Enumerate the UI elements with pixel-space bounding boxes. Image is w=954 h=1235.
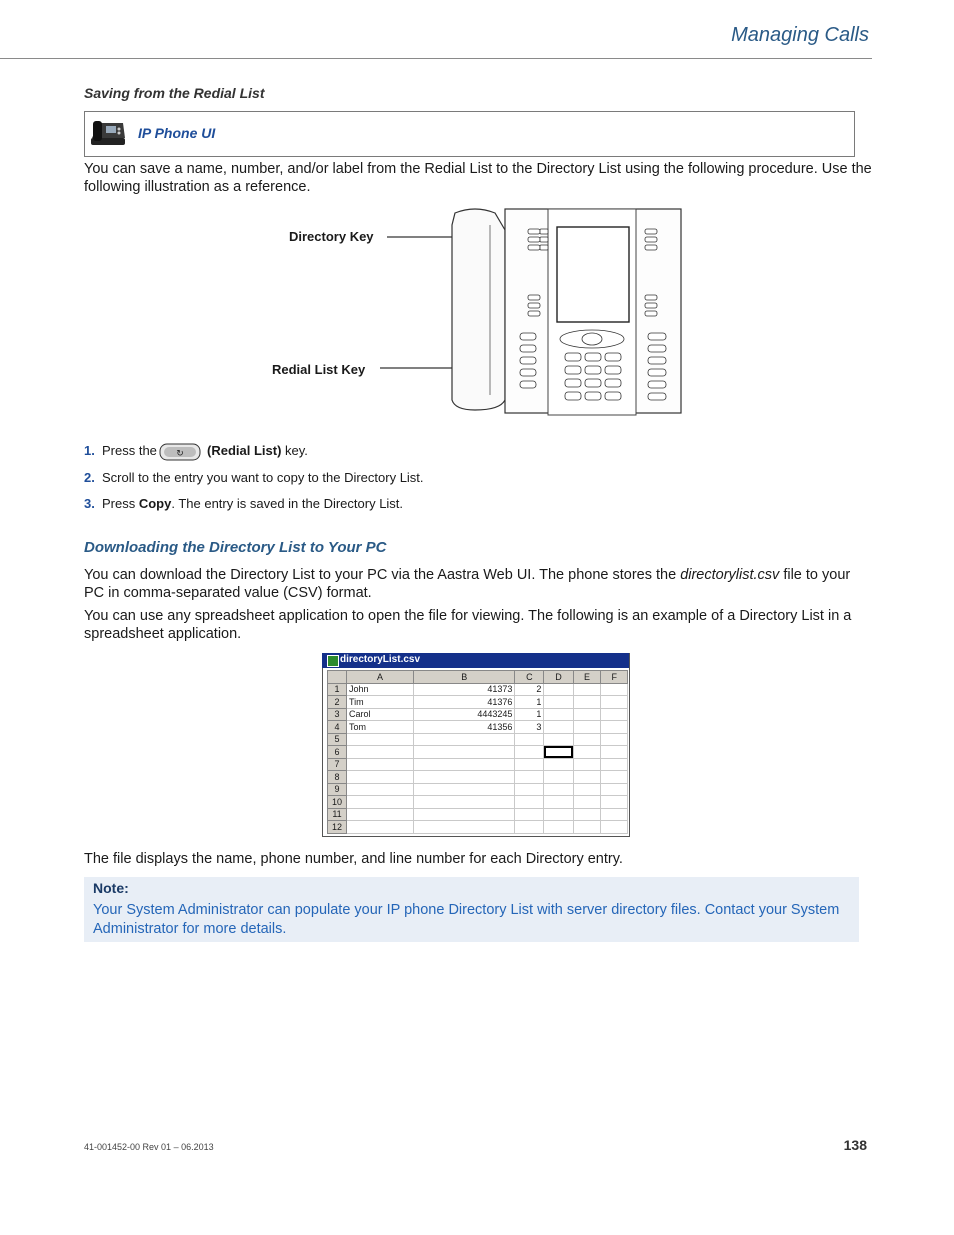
row-header: 4 bbox=[328, 721, 347, 734]
table-cell bbox=[414, 746, 515, 759]
corner-cell bbox=[328, 671, 347, 684]
row-header: 5 bbox=[328, 733, 347, 746]
table-cell: Tim bbox=[347, 696, 414, 709]
table-cell bbox=[573, 758, 601, 771]
table-cell: John bbox=[347, 683, 414, 696]
table-cell bbox=[573, 746, 601, 759]
table-cell bbox=[347, 758, 414, 771]
desk-phone-icon bbox=[89, 118, 127, 153]
row-header: 1 bbox=[328, 683, 347, 696]
table-cell: 41373 bbox=[414, 683, 515, 696]
table-cell bbox=[414, 783, 515, 796]
row-header: 9 bbox=[328, 783, 347, 796]
row-header: 12 bbox=[328, 821, 347, 834]
svg-text:↻: ↻ bbox=[176, 449, 184, 459]
table-cell bbox=[573, 771, 601, 784]
table-cell bbox=[544, 758, 573, 771]
step-number: 2. bbox=[84, 470, 95, 485]
spreadsheet-window bbox=[322, 653, 630, 837]
step-text bbox=[102, 496, 403, 511]
table-row bbox=[328, 808, 628, 821]
table-cell bbox=[515, 758, 544, 771]
table-cell bbox=[347, 796, 414, 809]
table-cell bbox=[515, 733, 544, 746]
table-cell bbox=[515, 808, 544, 821]
directory-key-label: Directory Key bbox=[289, 229, 374, 244]
table-cell bbox=[573, 696, 601, 709]
table-cell bbox=[544, 733, 573, 746]
step-text: Scroll to the entry you want to copy to the Directory List. bbox=[102, 470, 424, 485]
table-row bbox=[328, 821, 628, 834]
note-title: Note: bbox=[93, 880, 129, 896]
table-cell bbox=[347, 733, 414, 746]
column-header: D bbox=[544, 671, 573, 684]
table-cell bbox=[414, 808, 515, 821]
table-cell bbox=[601, 783, 628, 796]
table-row bbox=[328, 783, 628, 796]
table-cell bbox=[544, 721, 573, 734]
table-cell: 4443245 bbox=[414, 708, 515, 721]
step-pre-text: Press bbox=[102, 496, 139, 511]
spreadsheet-paragraph: You can use any spreadsheet application to open the file for viewing. The following is an example of a Directory List in a spreadsheet application. bbox=[84, 608, 852, 642]
step-post-text: key. bbox=[281, 443, 308, 458]
table-cell bbox=[544, 771, 573, 784]
filename-text: directorylist.csv bbox=[680, 567, 780, 583]
table-cell bbox=[544, 708, 573, 721]
table-cell: 41356 bbox=[414, 721, 515, 734]
row-header: 7 bbox=[328, 758, 347, 771]
table-cell bbox=[573, 808, 601, 821]
table-cell bbox=[347, 783, 414, 796]
table-cell bbox=[601, 771, 628, 784]
row-header: 8 bbox=[328, 771, 347, 784]
table-cell bbox=[515, 821, 544, 834]
table-cell bbox=[515, 771, 544, 784]
section-heading-downloading: Downloading the Directory List to Your PC bbox=[84, 539, 387, 556]
excel-icon bbox=[327, 655, 339, 667]
spreadsheet-grid bbox=[327, 670, 628, 834]
table-cell bbox=[544, 821, 573, 834]
step-text: Press the bbox=[102, 443, 157, 458]
step-number: 3. bbox=[84, 496, 95, 511]
table-cell bbox=[573, 721, 601, 734]
footer-doc-id: 41-001452-00 Rev 01 – 06.2013 bbox=[84, 1142, 214, 1152]
table-cell: 1 bbox=[515, 696, 544, 709]
table-cell bbox=[573, 708, 601, 721]
row-header: 11 bbox=[328, 808, 347, 821]
table-cell bbox=[515, 796, 544, 809]
intro-paragraph: You can save a name, number, and/or label from the Redial List to the Directory List using the following procedure. Use the following illustration as a reference. bbox=[84, 161, 872, 195]
table-cell: 1 bbox=[515, 708, 544, 721]
table-row bbox=[328, 733, 628, 746]
caption-paragraph: The file displays the name, phone number, and line number for each Directory entry. bbox=[84, 851, 623, 867]
table-cell bbox=[414, 733, 515, 746]
table-cell bbox=[601, 808, 628, 821]
table-row bbox=[328, 796, 628, 809]
table-cell bbox=[601, 696, 628, 709]
table-row bbox=[328, 746, 628, 759]
table-cell bbox=[544, 796, 573, 809]
table-cell bbox=[414, 796, 515, 809]
table-row bbox=[328, 771, 628, 784]
table-cell: Carol bbox=[347, 708, 414, 721]
table-cell bbox=[414, 771, 515, 784]
copy-text: Copy bbox=[138, 496, 172, 511]
column-header: A bbox=[347, 671, 414, 684]
table-cell bbox=[601, 721, 628, 734]
table-cell bbox=[601, 733, 628, 746]
download-paragraph bbox=[84, 566, 874, 602]
table-row bbox=[328, 708, 628, 721]
table-cell bbox=[347, 821, 414, 834]
table-cell: 3 bbox=[515, 721, 544, 734]
column-header: E bbox=[573, 671, 601, 684]
redial-list-key-icon bbox=[159, 443, 201, 466]
table-cell bbox=[544, 808, 573, 821]
note-text: Your System Administrator can populate your IP phone Directory List with server directory files. Contact your System Administrator for more details. bbox=[93, 902, 840, 937]
spreadsheet-title: directoryList.csv bbox=[340, 654, 421, 665]
page-header-title: Managing Calls bbox=[731, 24, 869, 46]
table-row bbox=[328, 758, 628, 771]
phone-illustration bbox=[380, 205, 685, 425]
row-header: 3 bbox=[328, 708, 347, 721]
step-post-text: . The entry is saved in the Directory List. bbox=[171, 496, 404, 511]
step-number: 1. bbox=[84, 443, 95, 458]
table-cell: Tom bbox=[347, 721, 414, 734]
row-header: 6 bbox=[328, 746, 347, 759]
redial-list-key-label: Redial List Key bbox=[272, 362, 366, 377]
table-cell bbox=[414, 758, 515, 771]
table-cell: 2 bbox=[515, 683, 544, 696]
table-cell bbox=[414, 821, 515, 834]
table-cell bbox=[601, 758, 628, 771]
table-cell bbox=[573, 733, 601, 746]
table-cell bbox=[573, 796, 601, 809]
step-text-bold bbox=[207, 443, 308, 458]
table-cell bbox=[573, 783, 601, 796]
table-cell bbox=[544, 696, 573, 709]
column-header: C bbox=[515, 671, 544, 684]
table-cell: 41376 bbox=[414, 696, 515, 709]
row-header: 10 bbox=[328, 796, 347, 809]
table-cell bbox=[347, 746, 414, 759]
table-cell bbox=[601, 683, 628, 696]
table-row bbox=[328, 696, 628, 709]
table-cell bbox=[347, 771, 414, 784]
table-cell bbox=[573, 821, 601, 834]
column-header: B bbox=[414, 671, 515, 684]
table-row bbox=[328, 721, 628, 734]
ui-box-label: IP Phone UI bbox=[138, 125, 216, 141]
table-cell bbox=[601, 796, 628, 809]
table-cell bbox=[544, 746, 573, 759]
table-row bbox=[328, 683, 628, 696]
header-rule bbox=[0, 58, 872, 59]
table-cell bbox=[515, 783, 544, 796]
spreadsheet-rows bbox=[328, 683, 628, 833]
row-header: 2 bbox=[328, 696, 347, 709]
table-cell bbox=[601, 821, 628, 834]
page-number: 138 bbox=[843, 1137, 867, 1153]
redial-list-text: (Redial List) bbox=[207, 443, 282, 458]
table-cell bbox=[573, 683, 601, 696]
table-cell bbox=[347, 808, 414, 821]
table-cell bbox=[515, 746, 544, 759]
table-cell bbox=[544, 683, 573, 696]
column-header: F bbox=[601, 671, 628, 684]
section-heading-saving: Saving from the Redial List bbox=[84, 85, 265, 101]
table-cell bbox=[601, 746, 628, 759]
para-text: You can download the Directory List to your PC via the Aastra Web UI. The phone stores the bbox=[84, 567, 681, 583]
table-cell bbox=[601, 708, 628, 721]
para-text: file to your PC in comma-separated value (CSV) format. bbox=[84, 567, 851, 601]
table-cell bbox=[544, 783, 573, 796]
